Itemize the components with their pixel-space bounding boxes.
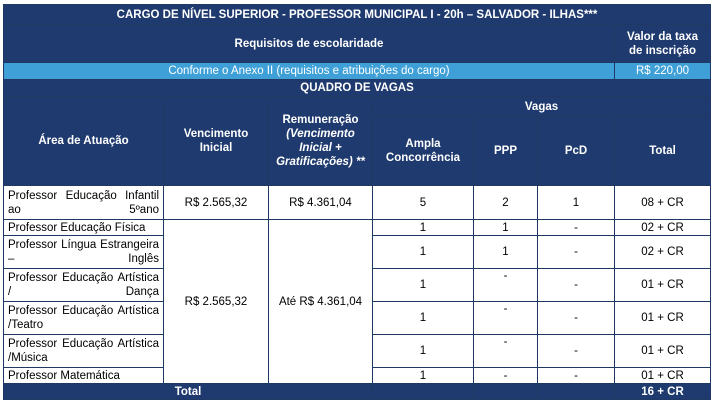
merged-remuneracao: Até R$ 4.361,04 xyxy=(269,220,373,384)
row-total: 01 + CR xyxy=(615,335,711,368)
row-vencimento: R$ 2.565,32 xyxy=(164,186,269,220)
col-header-vagas: Vagas xyxy=(373,97,711,117)
row-area: Professor Educação Infantil ao 5ºano xyxy=(4,186,164,220)
col-header-remuneracao xyxy=(269,97,373,186)
row-pcd: - xyxy=(538,220,615,236)
total-value: 16 + CR xyxy=(615,384,711,400)
row-area: Professor Língua Estrangeira – Inglês xyxy=(4,236,164,269)
col-header-ampla: Ampla Concorrência xyxy=(373,117,474,186)
row-pcd: - xyxy=(538,236,615,269)
row-ppp: 1 xyxy=(474,236,538,269)
total-pcd xyxy=(538,384,615,400)
row-total: 08 + CR xyxy=(615,186,711,220)
row-pcd: - xyxy=(538,302,615,335)
table-title: CARGO DE NÍVEL SUPERIOR - PROFESSOR MUNICIPAL I - 20h – SALVADOR - ILHAS*** xyxy=(4,5,711,25)
vacancy-table xyxy=(3,4,711,400)
taxa-header: Valor da taxa de inscrição xyxy=(615,25,711,63)
quadro-title: QUADRO DE VAGAS xyxy=(4,80,711,97)
row-area: Professor Educação Física xyxy=(4,220,164,236)
merged-vencimento: R$ 2.565,32 xyxy=(164,220,269,384)
row-ampla: 1 xyxy=(373,368,474,384)
row-remuneracao: R$ 4.361,04 xyxy=(269,186,373,220)
row-ppp: - xyxy=(474,335,538,368)
row-total: 01 + CR xyxy=(615,302,711,335)
row-ppp: 1 xyxy=(474,220,538,236)
row-area: Professor Matemática xyxy=(4,368,164,384)
row-ampla: 1 xyxy=(373,302,474,335)
row-total: 02 + CR xyxy=(615,236,711,269)
total-label: Total xyxy=(4,384,373,400)
table-row xyxy=(4,186,711,220)
row-ampla: 1 xyxy=(373,335,474,368)
row-ppp: - xyxy=(474,368,538,384)
remuneracao-label: Remuneração xyxy=(282,114,359,126)
requisitos-header: Requisitos de escolaridade xyxy=(4,25,615,63)
total-ampla xyxy=(373,384,474,400)
col-header-area: Área de Atuação xyxy=(4,97,164,186)
requisitos-value: Conforme o Anexo II (requisitos e atribuições do cargo) xyxy=(4,63,615,80)
row-ppp: 2 xyxy=(474,186,538,220)
row-ampla: 1 xyxy=(373,220,474,236)
table-row xyxy=(4,220,711,236)
row-pcd: 1 xyxy=(538,186,615,220)
row-total: 01 + CR xyxy=(615,368,711,384)
row-total: 01 + CR xyxy=(615,269,711,302)
row-ppp: - xyxy=(474,269,538,302)
row-ampla: 1 xyxy=(373,236,474,269)
row-ampla: 5 xyxy=(373,186,474,220)
total-row xyxy=(4,384,711,400)
col-header-pcd: PcD xyxy=(538,117,615,186)
row-ampla: 1 xyxy=(373,269,474,302)
row-area: Professor Educação Artística / Dança xyxy=(4,269,164,302)
row-area: Professor Educação Artística /Teatro xyxy=(4,302,164,335)
col-header-total: Total xyxy=(615,117,711,186)
row-pcd: - xyxy=(538,335,615,368)
row-pcd: - xyxy=(538,269,615,302)
row-ppp: - xyxy=(474,302,538,335)
taxa-value: R$ 220,00 xyxy=(615,63,711,80)
row-pcd: - xyxy=(538,368,615,384)
col-header-ppp: PPP xyxy=(474,117,538,186)
row-area: Professor Educação Artística /Música xyxy=(4,335,164,368)
row-total: 02 + CR xyxy=(615,220,711,236)
col-header-vencimento: Vencimento Inicial xyxy=(164,97,269,186)
total-ppp xyxy=(474,384,538,400)
remuneracao-sub: (Vencimento Inicial + Gratificações) ** xyxy=(276,128,365,168)
